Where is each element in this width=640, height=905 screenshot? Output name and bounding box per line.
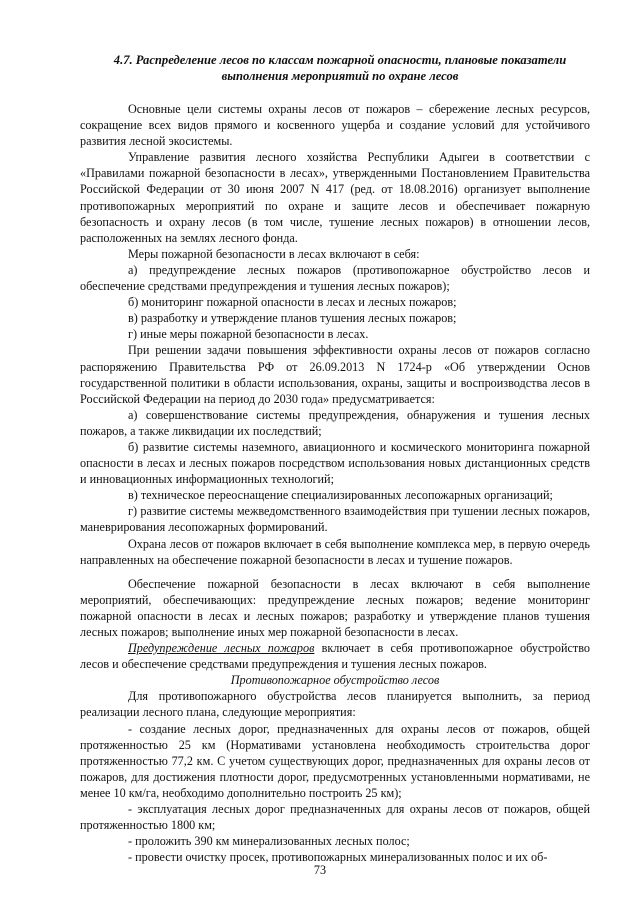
plan-item-clearing: - провести очистку просек, противопожарных минерализованных полос и их об- [128, 850, 548, 865]
section-title-line-2: выполнения мероприятий по охране лесов [221, 69, 459, 83]
list-item-g: г) иные меры пожарной безопасности в лесах. [128, 327, 369, 342]
paragraph-goals: Основные цели системы охраны лесов от пожаров – сбережение лесных ресурсов, сокращение всех видов прямого и косвенного ущерба и создание условий для устойчивого развития лесной экосистемы. [80, 102, 590, 149]
paragraph-measures-intro: Меры пожарной безопасности в лесах включают в себя: [128, 246, 420, 261]
list-item-b-2: б) развитие системы наземного, авиационного и космического мониторинга пожарной опасности в лесах и лесных пожаров посредством использования новых дистанционных средств и инновационных информационных технологий; [80, 439, 590, 487]
list-item-g-2: г) развитие системы межведомственного взаимодействия при тушении лесных пожаров, маневрирования лесопожарных формирований. [80, 504, 590, 535]
paragraph-management: Управление развития лесного хозяйства Республики Адыгеи в соответствии с «Правилами пожарной безопасности в лесах», утвержденными Постановлением Правительства Российской Федерации от 30 июня 2007 N 417 (ред. от 18.08.2016) организует выполнение противопожарных мероприятий по охране и защите лесов и обеспечивает пожарную безопасность и охрану лесов (в том числе, тушение лесных пожаров) в отношении лесов, расположенных на землях лесного фонда. [80, 150, 590, 245]
list-item-b: б) мониторинг пожарной опасности в лесах и лесных пожаров; [128, 295, 457, 310]
prevention-underlined-term: Предупреждение лесных пожаров [128, 641, 315, 656]
prevention-text: включает в себя противопожарное обустройство лесов и обеспечение средствами предупреждения и тушения лесных пожаров. [80, 641, 590, 672]
list-item-a-2: а) совершенствование системы предупреждения, обнаружения и тушения лесных пожаров, а также ликвидации их последствий; [80, 407, 590, 438]
paragraph-efficiency: При решении задачи повышения эффективности охраны лесов от пожаров согласно распоряжению Правительства РФ от 26.09.2013 N 1724-р «Об утверждении Основ государственной политики в области использования, охраны, защиты и воспроизводства лесов в Российской Федерации на период до 2030 года» предусматривается: [80, 343, 590, 406]
paragraph-protection: Охрана лесов от пожаров включает в себя выполнение комплекса мер, в первую очередь направленных на обеспечение пожарной безопасности в лесах и тушение пожаров. [80, 536, 590, 567]
section-title [90, 52, 590, 84]
plan-item-roads: - создание лесных дорог, предназначенных для охраны лесов от пожаров, общей протяженностью 25 км (Нормативами установлена необходимость строительства дорог протяженностью 77,2 км. С учетом существующих дорог, предназначенных для охраны лесов от пожаров, для достижения плотности дорог, предусмотренных установленными нормативами, не менее 10 км/га, необходимо дополнительно построить 25 км); [80, 721, 590, 800]
paragraph-prevention [80, 640, 590, 672]
plan-item-mineral-strips: - проложить 390 км минерализованных лесных полос; [128, 834, 410, 849]
list-item-v: в) разработку и утверждение планов тушения лесных пожаров; [128, 311, 457, 326]
document-body [80, 101, 590, 865]
plan-item-road-operation: - эксплуатация лесных дорог предназначенных для охраны лесов от пожаров, общей протяженностью 1800 км; [80, 802, 590, 833]
section-title-line-1: 4.7. Распределение лесов по классам пожарной опасности, плановые показатели [113, 53, 567, 67]
subheading-fire-arrangement: Противопожарное обустройство лесов [230, 673, 440, 688]
list-item-a: а) предупреждение лесных пожаров (противопожарное обустройство лесов и обеспечение средствами предупреждения и тушения лесных пожаров); [80, 262, 590, 294]
page-number: 73 [313, 863, 327, 877]
paragraph-fire-safety: Обеспечение пожарной безопасности в лесах включают в себя выполнение мероприятий, обеспечивающих: предупреждение лесных пожаров; ведение мониторинг пожарной опасности в лесах и лесных пожаров; разработку и утверждение планов тушения лесных пожаров; выполнение иных мер пожарной безопасности в лесах. [80, 576, 590, 639]
list-item-v-2: в) техническое переоснащение специализированных лесопожарных организаций; [128, 488, 553, 503]
paragraph-plan-intro: Для противопожарного обустройства лесов планируется выполнить, за период реализации лесного плана, следующие мероприятия: [80, 689, 590, 720]
